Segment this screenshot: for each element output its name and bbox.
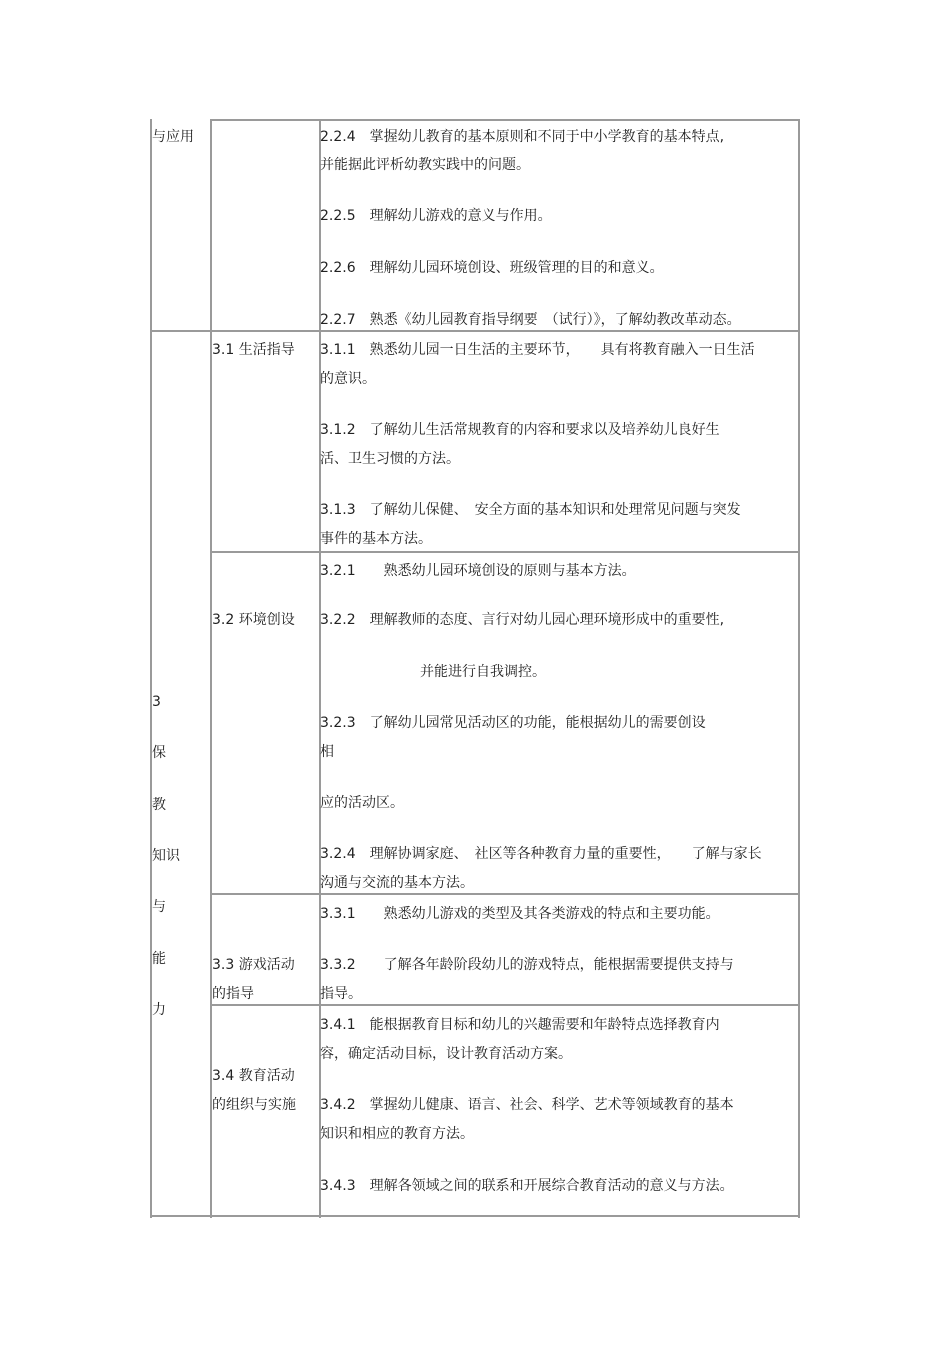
item-2-2-6: 2.2.6 理解幼儿园环境创设、班级管理的目的和意义。 (320, 260, 664, 276)
item-3-3-1: 3.3.1 熟悉幼儿游戏的类型及其各类游戏的特点和主要功能。 (320, 906, 720, 922)
category-label-continued: 与应用 (152, 129, 194, 145)
table-border-bottom (150, 1215, 800, 1217)
section-3-char: 与 (152, 899, 166, 915)
item-3-1-1: 3.1.1 熟悉幼儿园一日生活的主要环节， 具有将教育融入一日生活 (320, 342, 755, 358)
item-3-4-2-line2: 知识和相应的教育方法。 (320, 1126, 474, 1142)
subsection-3-1-label: 3.1 生活指导 (212, 342, 295, 358)
subsection-3-4-label: 3.4 教育活动 (212, 1068, 295, 1084)
section-3-char: 知识 (152, 848, 180, 864)
section-3-char: 教 (152, 797, 166, 813)
item-3-1-1-line2: 的意识。 (320, 371, 376, 387)
item-2-2-7: 2.2.7 熟悉《幼儿园教育指导纲要 （试行）》，了解幼教改革动态。 (320, 312, 741, 328)
subsection-3-4-label-line2: 的组织与实施 (212, 1097, 296, 1113)
item-3-1-2: 3.1.2 了解幼儿生活常规教育的内容和要求以及培养幼儿良好生 (320, 422, 720, 438)
item-3-2-3: 3.2.3 了解幼儿园常见活动区的功能，能根据幼儿的需要创设 (320, 715, 706, 731)
item-3-2-2: 3.2.2 理解教师的态度、言行对幼儿园心理环境形成中的重要性, (320, 612, 725, 628)
item-3-2-1: 3.2.1 熟悉幼儿园环境创设的原则与基本方法。 (320, 563, 636, 579)
subsection-3-2-label: 3.2 环境创设 (212, 612, 295, 628)
row-divider-section3 (150, 330, 800, 332)
table-column-divider-1 (210, 119, 212, 1218)
item-2-2-5: 2.2.5 理解幼儿游戏的意义与作用。 (320, 208, 552, 224)
item-3-4-1-line2: 容，确定活动目标，设计教育活动方案。 (320, 1046, 572, 1062)
item-3-2-4-line2: 沟通与交流的基本方法。 (320, 875, 474, 891)
item-3-4-1: 3.4.1 能根据教育目标和幼儿的兴趣需要和年龄特点选择教育内 (320, 1017, 720, 1033)
section-3-char: 力 (152, 1002, 166, 1018)
row-divider-3-2 (210, 551, 800, 553)
table-border-left (150, 119, 152, 1218)
subsection-3-3-label-line2: 的指导 (212, 986, 254, 1002)
row-divider-3-3 (210, 893, 800, 895)
table-border-top (210, 119, 800, 121)
item-3-3-2: 3.3.2 了解各年龄阶段幼儿的游戏特点，能根据需要提供支持与 (320, 957, 734, 973)
item-2-2-4-line2: 并能据此评析幼教实践中的问题。 (320, 157, 530, 173)
section-3-char: 3 (152, 694, 161, 710)
item-3-2-4: 3.2.4 理解协调家庭、 社区等各种教育力量的重要性， 了解与家长 (320, 846, 762, 862)
item-3-2-3-line3: 应的活动区。 (320, 795, 404, 811)
table-border-right (798, 119, 800, 1218)
item-2-2-4: 2.2.4 掌握幼儿教育的基本原则和不同于中小学教育的基本特点, (320, 129, 725, 145)
item-3-4-2: 3.4.2 掌握幼儿健康、语言、社会、科学、艺术等领域教育的基本 (320, 1097, 734, 1113)
item-3-1-2-line2: 活、卫生习惯的方法。 (320, 451, 460, 467)
section-3-char: 能 (152, 951, 166, 967)
item-3-3-2-line2: 指导。 (320, 986, 362, 1002)
subsection-3-3-label: 3.3 游戏活动 (212, 957, 295, 973)
item-3-2-2-line2: 并能进行自我调控。 (420, 664, 546, 680)
item-3-4-3: 3.4.3 理解各领域之间的联系和开展综合教育活动的意义与方法。 (320, 1178, 734, 1194)
item-3-2-3-line2: 相 (320, 744, 334, 760)
row-divider-3-4 (210, 1004, 800, 1006)
item-3-1-3: 3.1.3 了解幼儿保健、 安全方面的基本知识和处理常见问题与突发 (320, 502, 741, 518)
item-3-1-3-line2: 事件的基本方法。 (320, 531, 432, 547)
section-3-char: 保 (152, 745, 166, 761)
